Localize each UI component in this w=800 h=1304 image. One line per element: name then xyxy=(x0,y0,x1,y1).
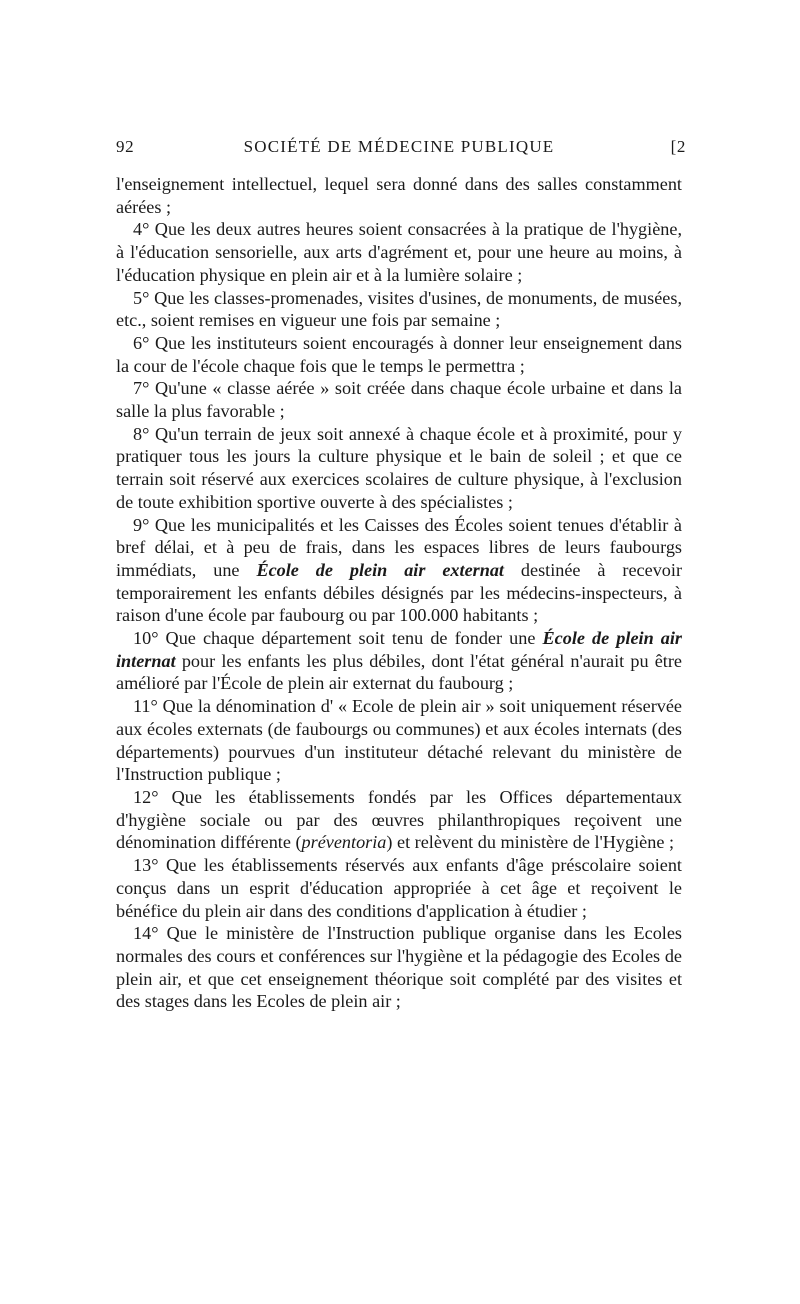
paragraph-item-10 xyxy=(116,627,682,695)
page-number: 92 xyxy=(116,137,135,156)
paragraph-item-13: 13° Que les établissements réservés aux enfants d'âge préscolaire soient conçus dans un esprit d'éducation appropriée à cet âge et reçoivent le bénéfice du plein air dans des conditions d'application à étudier ; xyxy=(116,855,682,921)
running-title: SOCIÉTÉ DE MÉDECINE PUBLIQUE xyxy=(243,137,555,156)
body-text xyxy=(116,173,682,1013)
paragraph-text: ) et relèvent du ministère de l'Hygiène ; xyxy=(386,832,674,853)
italic-term: École de plein air internat xyxy=(116,628,683,671)
paragraph-item-6: 6° Que les instituteurs soient encouragés à donner leur enseignement dans la cour de l'école chaque fois que le temps le permettra ; xyxy=(116,332,682,376)
section-bracket: [2 xyxy=(670,137,686,156)
paragraph-item-11: 11° Que la dénomination d' « Ecole de plein air » soit uniquement réservée aux écoles externats (de faubourgs ou communes) et aux écoles internats (des départements) pourvues d'un instituteur détaché relevant du ministère de l'Instruction publique ; xyxy=(116,696,682,785)
paragraph-item-4: 4° Que les deux autres heures soient consacrées à la pratique de l'hygiène, à l'éducation sensorielle, aux arts d'agrément et, pour une heure au moins, à l'éducation physique en plein air et à la lumière solaire ; xyxy=(116,219,682,285)
italic-term: préventoria xyxy=(301,832,387,853)
italic-term: École de plein air externat xyxy=(256,559,504,580)
book-page xyxy=(116,137,686,1013)
paragraph-item-14: 14° Que le ministère de l'Instruction publique organise dans les Ecoles normales des cours et conférences sur l'hygiène et la pédagogie des Ecoles de plein air, et que cet enseignement théorique soit complété par des visites et des stages dans les Ecoles de plein air ; xyxy=(116,923,682,1012)
paragraph-item-8: 8° Qu'un terrain de jeux soit annexé à chaque école et à proximité, pour y pratiquer tous les jours la culture physique et le bain de soleil ; et que ce terrain soit réservé aux exercices scolaires de culture physique, à l'exclusion de toute exhibition sportive ouverte à des spécialistes ; xyxy=(116,423,682,512)
paragraph-item-7: 7° Qu'une « classe aérée » soit créée dans chaque école urbaine et dans la salle la plus favorable ; xyxy=(116,378,682,422)
running-header xyxy=(116,137,686,163)
paragraph-text: destinée à recevoir temporairement les enfants débiles désignés par les médecins-inspecteurs, à raison d'une école par faubourg ou par 100.000 habitants ; xyxy=(116,559,682,626)
paragraph-text: 10° Que chaque département soit tenu de fonder une xyxy=(133,628,543,649)
paragraph-item-5: 5° Que les classes-promenades, visites d'usines, de monuments, de musées, etc., soient remises en vigueur une fois par semaine ; xyxy=(116,287,682,331)
paragraph-text: 9° Que les municipalités et les Caisses des Écoles soient tenues d'établir à bref délai, et à peu de frais, dans les espaces libres de leurs faubourgs immédiats, une xyxy=(116,514,682,580)
paragraph-item-9 xyxy=(116,514,682,628)
paragraph-text: 12° Que les établissements fondés par les Offices départementaux d'hygiène sociale ou par des œuvres philanthropiques reçoivent une dénomination différente ( xyxy=(116,786,682,853)
paragraph-continuation: l'enseignement intellectuel, lequel sera donné dans des salles constamment aérées ; xyxy=(116,174,682,217)
paragraph-text: pour les enfants les plus débiles, dont l'état général n'aurait pu être amélioré par l'École de plein air externat du faubourg ; xyxy=(116,650,682,694)
paragraph-item-12 xyxy=(116,786,682,854)
